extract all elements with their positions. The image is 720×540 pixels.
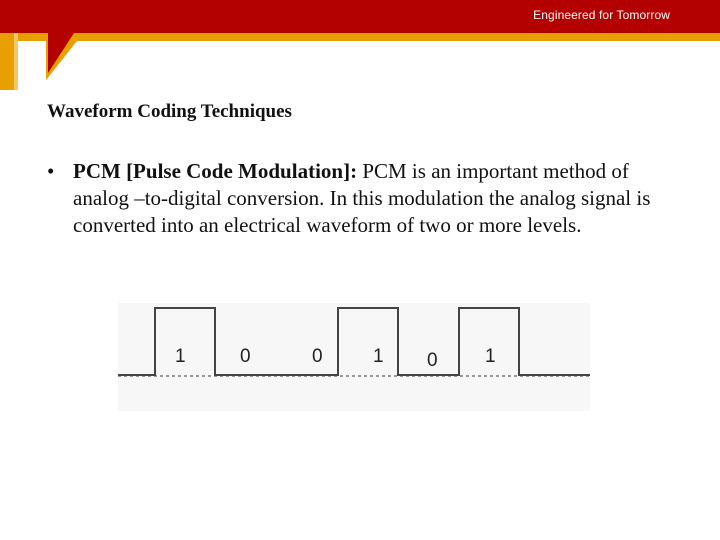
bit-label: 0 [427, 350, 438, 371]
pcm-waveform-figure [118, 303, 590, 411]
banner-left-edge [0, 33, 14, 90]
bullet-list [47, 158, 677, 239]
bullet-description: PCM is an important method of analog –to-digital conversion. In this modulation the analog signal is converted into an electrical waveform of two or more levels. [73, 159, 651, 237]
bit-label: 1 [485, 346, 496, 367]
slide-title: Waveform Coding Techniques [47, 101, 292, 122]
bullet-marker: • [47, 159, 55, 183]
bit-label: 0 [240, 346, 251, 367]
banner-left-edge-inner [14, 33, 18, 90]
bit-label: 1 [373, 346, 384, 367]
header-tagline: Engineered for Tomorrow [533, 8, 670, 22]
bit-label: 1 [175, 346, 186, 367]
bit-label: 0 [312, 346, 323, 367]
bullet-body [73, 158, 677, 239]
bullet-term: PCM [Pulse Code Modulation]: [73, 159, 358, 183]
bullet-item-pcm [47, 158, 677, 239]
waveform-signal [118, 308, 590, 375]
